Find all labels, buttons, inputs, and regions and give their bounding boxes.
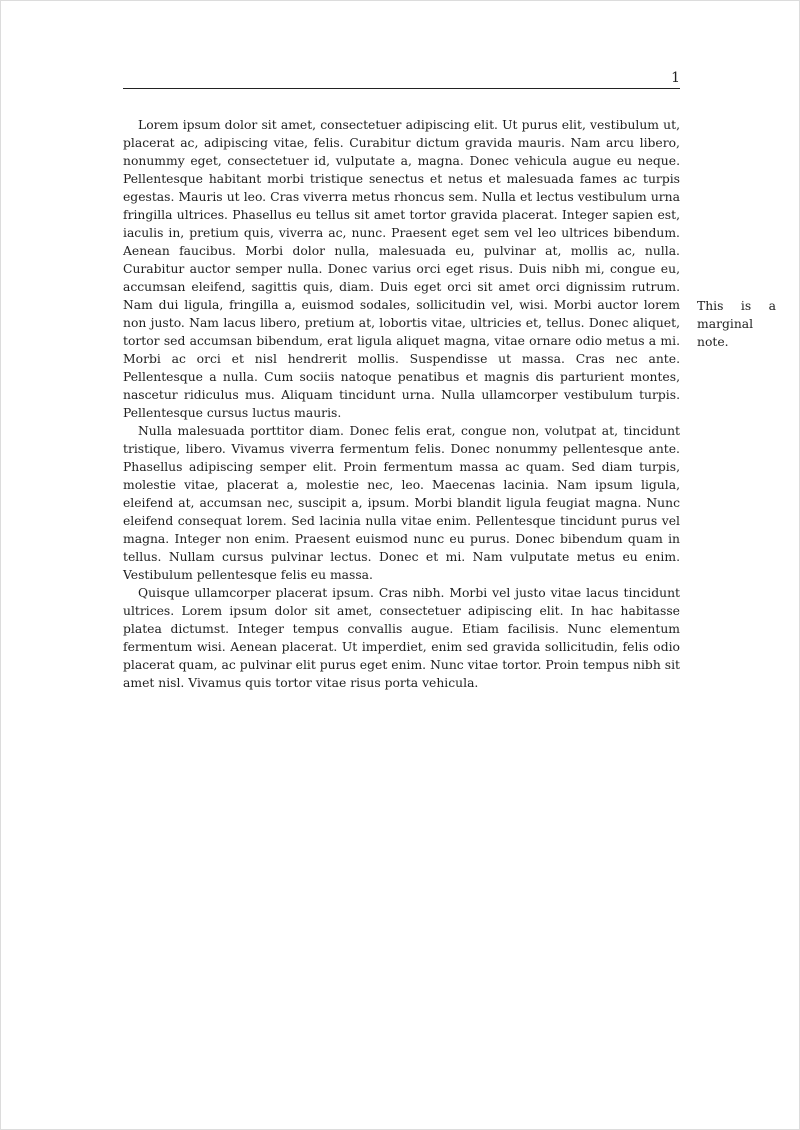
marginal-note: This is a marginal note. <box>697 299 776 349</box>
page-number: 1 <box>671 70 680 86</box>
paragraph-2: Nulla malesuada porttitor diam. Donec felis erat, congue non, volutpat at, tincidunt tristique, libero. Vivamus viverra fermentum felis. Donec nonummy pellentesque ante. Phasellus adipiscing semper elit. Proin fermentum massa ac quam. Sed diam turpis, molestie vitae, placerat a, molestie nec, leo. Maecenas lacinia. Nam ipsum ligula, eleifend at, accumsan nec, suscipit a, ipsum. Morbi blandit ligula feugiat magna. Nunc eleifend consequat lorem. Sed lacinia nulla vitae enim. Pellentesque tincidunt purus vel magna. Integer non enim. Praesent euismod nunc eu purus. Donec bibendum quam in tellus. Nullam cursus pulvinar lectus. Donec et mi. Nam vulputate metus eu enim. Vestibulum pellentesque felis eu massa. <box>123 424 680 582</box>
body-text <box>123 116 680 692</box>
page-header <box>123 70 680 89</box>
paragraph-1: Lorem ipsum dolor sit amet, consectetuer adipiscing elit. Ut purus elit, vestibulum ut, placerat ac, adipiscing vitae, felis. Curabitur dictum gravida mauris. Nam arcu libero, nonummy eget, consectetuer id, vulputate a, magna. Donec vehicula augue eu neque. Pellentesque habitant morbi tristique senectus et netus et malesuada fames ac turpis egestas. Mauris ut leo. Cras viverra metus rhoncus sem. Nulla et lectus vestibulum urna fringilla ultrices. Phasellus eu tellus sit amet tortor gravida placerat. Integer sapien est, iaculis in, pretium quis, viverra ac, nunc. Praesent eget sem vel leo ultrices bibendum. Aenean faucibus. Morbi dolor nulla, malesuada eu, pulvinar at, mollis ac, nulla. Curabitur auctor semper nulla. Donec varius orci eget risus. Duis nibh mi, congue eu, accumsan eleifend, sagittis quis, diam. Duis eget orci sit amet orci dignissim rutrum. Nam dui ligula, fringilla a, euismod sodales, sollicitudin vel, wisi. Morbi auctor lorem non justo. Nam lacus libero, pretium at, lobortis vitae, ultricies et, tellus. Donec aliquet, tortor sed accumsan bibendum, erat ligula aliquet magna, vitae ornare odio metus a mi. Morbi ac orci et nisl hendrerit mollis. Suspendisse ut massa. Cras nec ante. Pellentesque a nulla. Cum sociis natoque penatibus et magnis dis parturient montes, nascetur ridiculus mus. Aliquam tincidunt urna. Nulla ullamcorper vestibulum turpis. Pellentesque cursus luctus mauris. <box>123 118 680 420</box>
paragraph-3: Quisque ullamcorper placerat ipsum. Cras nibh. Morbi vel justo vitae lacus tincidunt ultrices. Lorem ipsum dolor sit amet, consectetuer adipiscing elit. In hac habitasse platea dictumst. Integer tempus convallis augue. Etiam facilisis. Nunc elementum fermentum wisi. Aenean placerat. Ut imperdiet, enim sed gravida sollicitudin, felis odio placerat quam, ac pulvinar elit purus eget enim. Nunc vitae tortor. Proin tempus nibh sit amet nisl. Vivamus quis tortor vitae risus porta vehicula. <box>123 586 680 690</box>
